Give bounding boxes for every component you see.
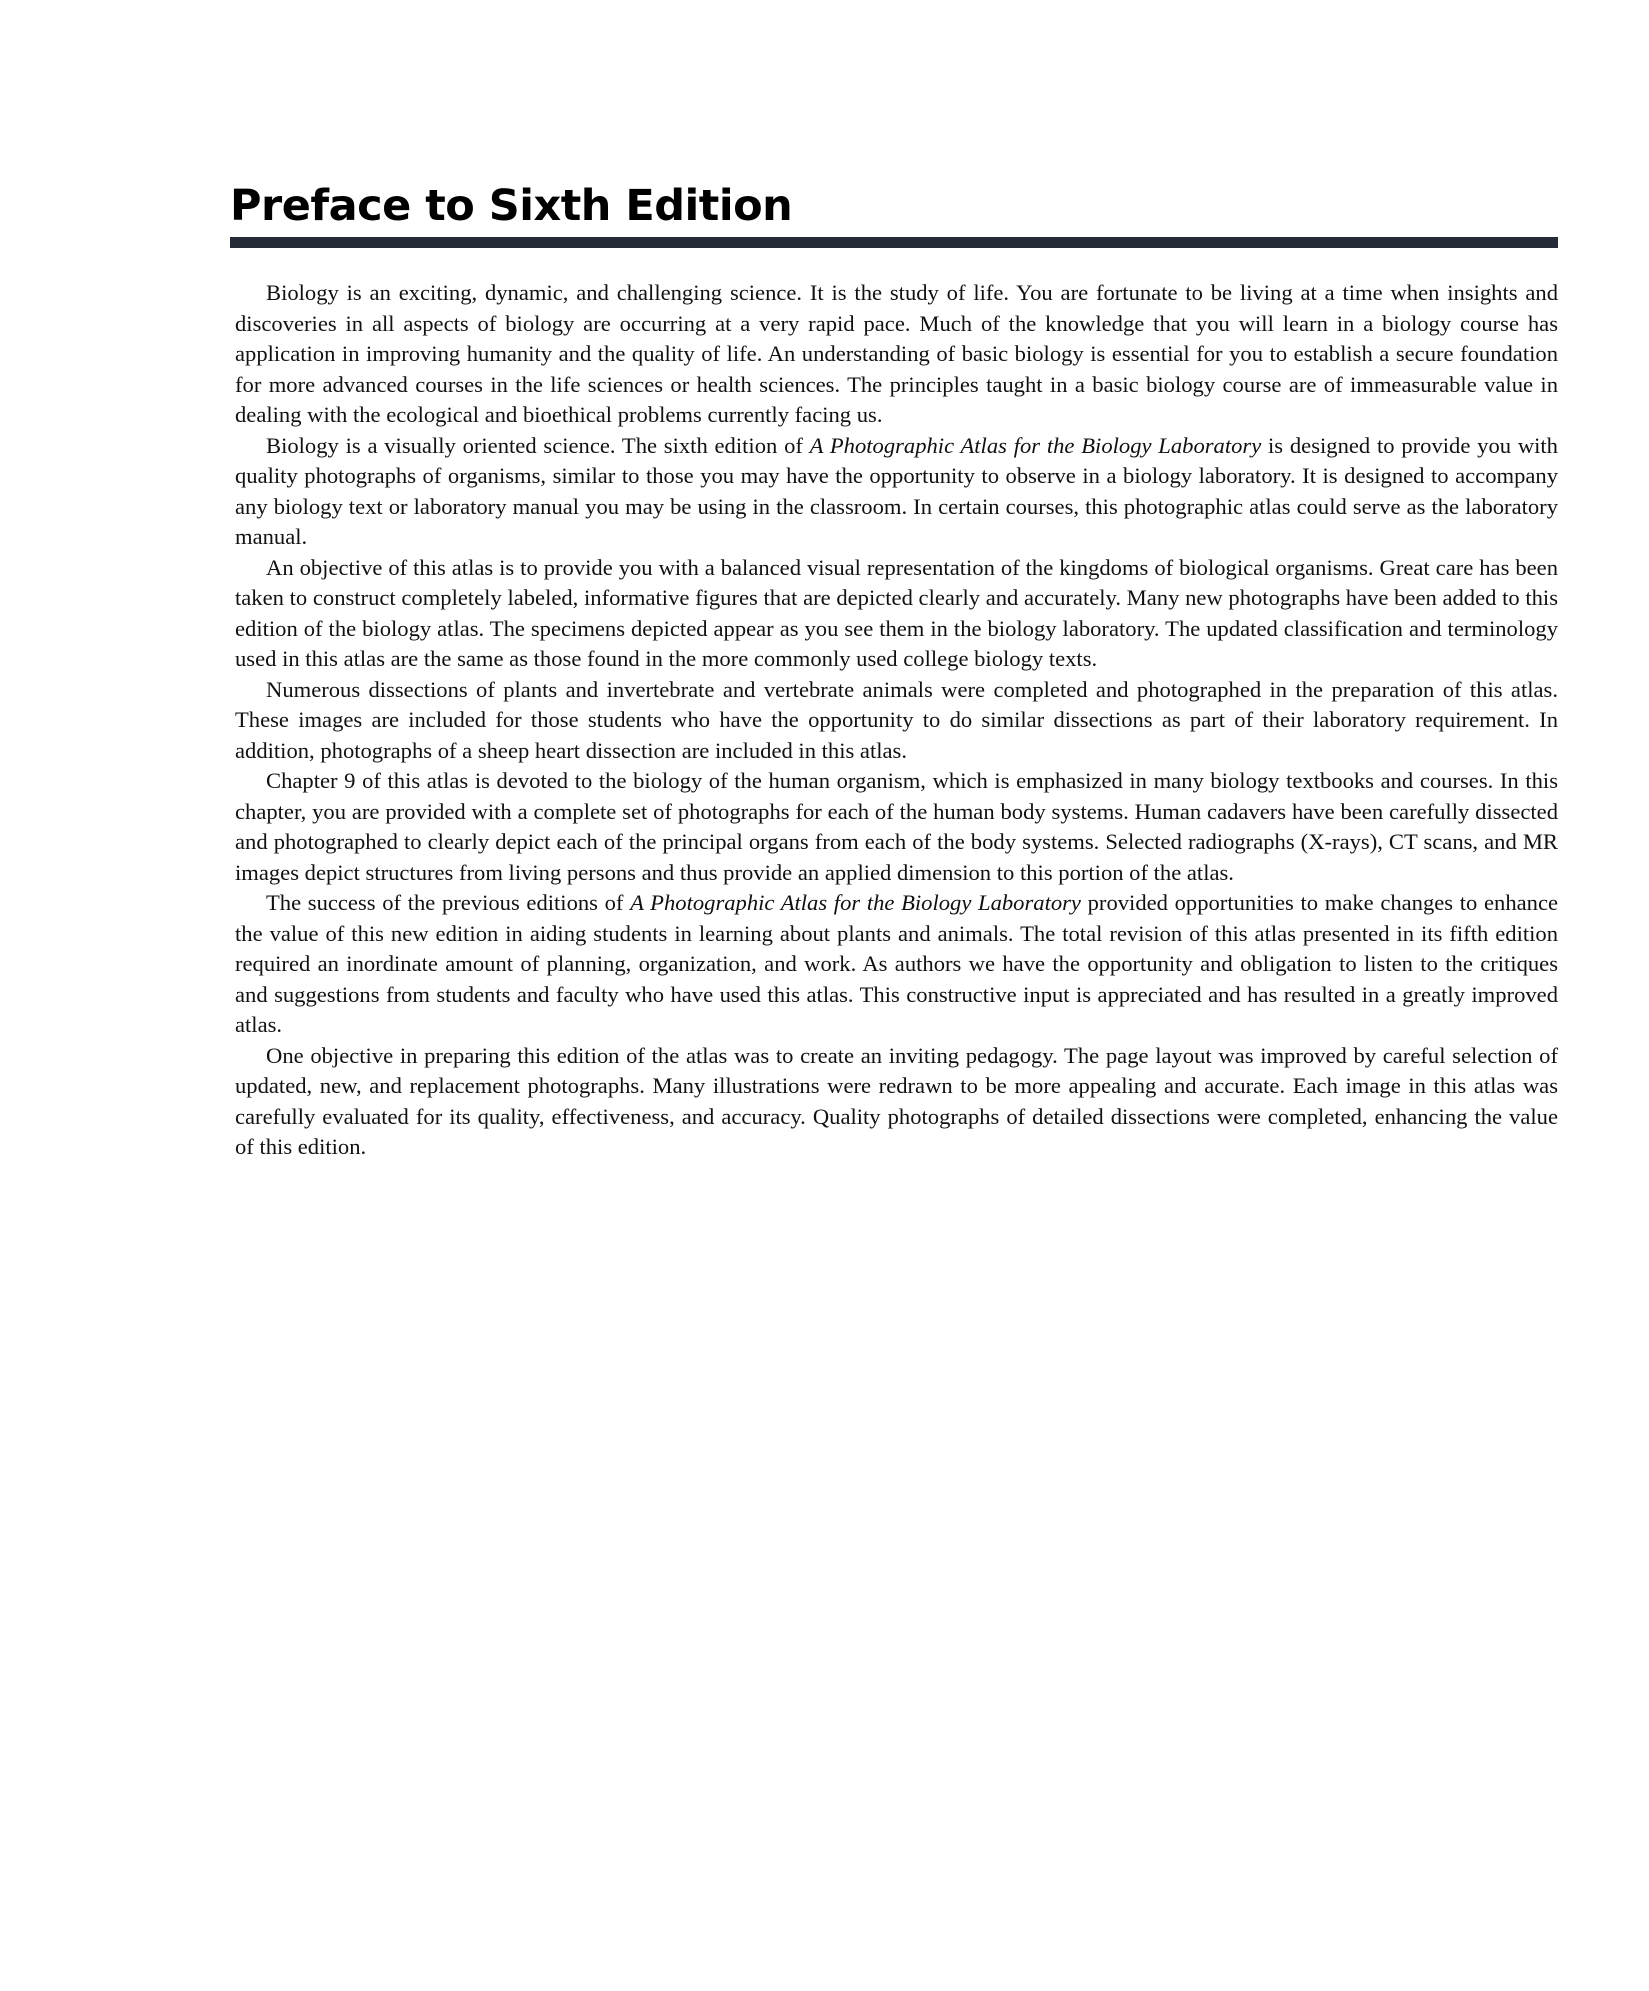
document-page (230, 180, 1558, 1163)
paragraph-2-text-end: is designed to provide you with quality photographs of organisms, similar to those you may have the opportunity to observe in a biology laboratory. It is designed to accompany any biology text or laboratory manual you may be using in the classroom. In certain courses, this photographic atlas could serve as the laboratory manual. (235, 432, 1558, 549)
paragraph-2 (235, 431, 1558, 553)
paragraph-4-text: Numerous dissections of plants and invertebrate and vertebrate animals were completed and photographed in the preparation of this atlas. These images are included for those students who have the opportunity to do similar dissections as part of their laboratory requirement. In addition, photographs of a sheep heart dissection are included in this atlas. (235, 676, 1558, 763)
book-title-italic: A Photographic Atlas for the Biology Laboratory (809, 432, 1262, 458)
paragraph-1 (235, 278, 1558, 431)
page-title: Preface to Sixth Edition (230, 181, 793, 231)
paragraph-5 (235, 766, 1558, 888)
paragraph-7 (235, 1041, 1558, 1163)
paragraph-6 (235, 888, 1558, 1041)
paragraph-1-text: Biology is an exciting, dynamic, and challenging science. It is the study of life. You are fortunate to be living at a time when insights and discoveries in all aspects of biology are occurring at a very rapid pace. Much of the knowledge that you will learn in a biology course has application in improving humanity and the quality of life. An understanding of basic biology is essential for you to establish a secure foundation for more advanced courses in the life sciences or health sciences. The principles taught in a basic biology course are of immeasurable value in dealing with the ecological and bioethical problems currently facing us. (235, 280, 1558, 427)
paragraph-4 (235, 675, 1558, 767)
book-title-italic: A Photographic Atlas for the Biology Laboratory (630, 890, 1081, 915)
paragraph-3 (235, 553, 1558, 675)
title-rule (230, 237, 1558, 248)
paragraph-7-text: One objective in preparing this edition of the atlas was to create an inviting pedagogy. The page layout was improved by careful selection of updated, new, and replacement photographs. Many illustrations were redrawn to be more appealing and accurate. Each image in this atlas was carefully evaluated for its quality, effectiveness, and accuracy. Quality photographs of detailed dissections were completed, enhancing the value of this edition. (235, 1042, 1558, 1159)
paragraph-3-text: An objective of this atlas is to provide you with a balanced visual representation of the kingdoms of biological organisms. Great care has been taken to construct completely labeled, informative figures that are depicted clearly and accurately. Many new photographs have been added to this edition of the biology atlas. The specimens depicted appear as you see them in the biology laboratory. The updated classification and terminology used in this atlas are the same as those found in the more commonly used college biology texts. (235, 554, 1558, 671)
paragraph-5-text: Chapter 9 of this atlas is devoted to the biology of the human organism, which is emphasized in many biology textbooks and courses. In this chapter, you are provided with a complete set of photographs for each of the human body systems. Human cadavers have been carefully dissected and photographed to clearly depict each of the principal organs from each of the body systems. Selected radiographs (X-rays), CT scans, and MR images depict structures from living persons and thus provide an applied dimension to this portion of the atlas. (235, 768, 1558, 885)
paragraph-2-text-start: Biology is a visually oriented science. The sixth edition of (266, 432, 810, 458)
paragraph-6-text-start: The success of the previous editions of (266, 890, 631, 915)
paragraph-6-text-end: provided opportunities to make changes to enhance the value of this new edition in aiding students in learning about plants and animals. The total revision of this atlas presented in its fifth edition required an inordinate amount of planning, organization, and work. As authors we have the opportunity and obligation to listen to the critiques and suggestions from students and faculty who have used this atlas. This constructive input is appreciated and has resulted in a greatly improved atlas. (235, 890, 1558, 1037)
body-text (230, 278, 1558, 1163)
